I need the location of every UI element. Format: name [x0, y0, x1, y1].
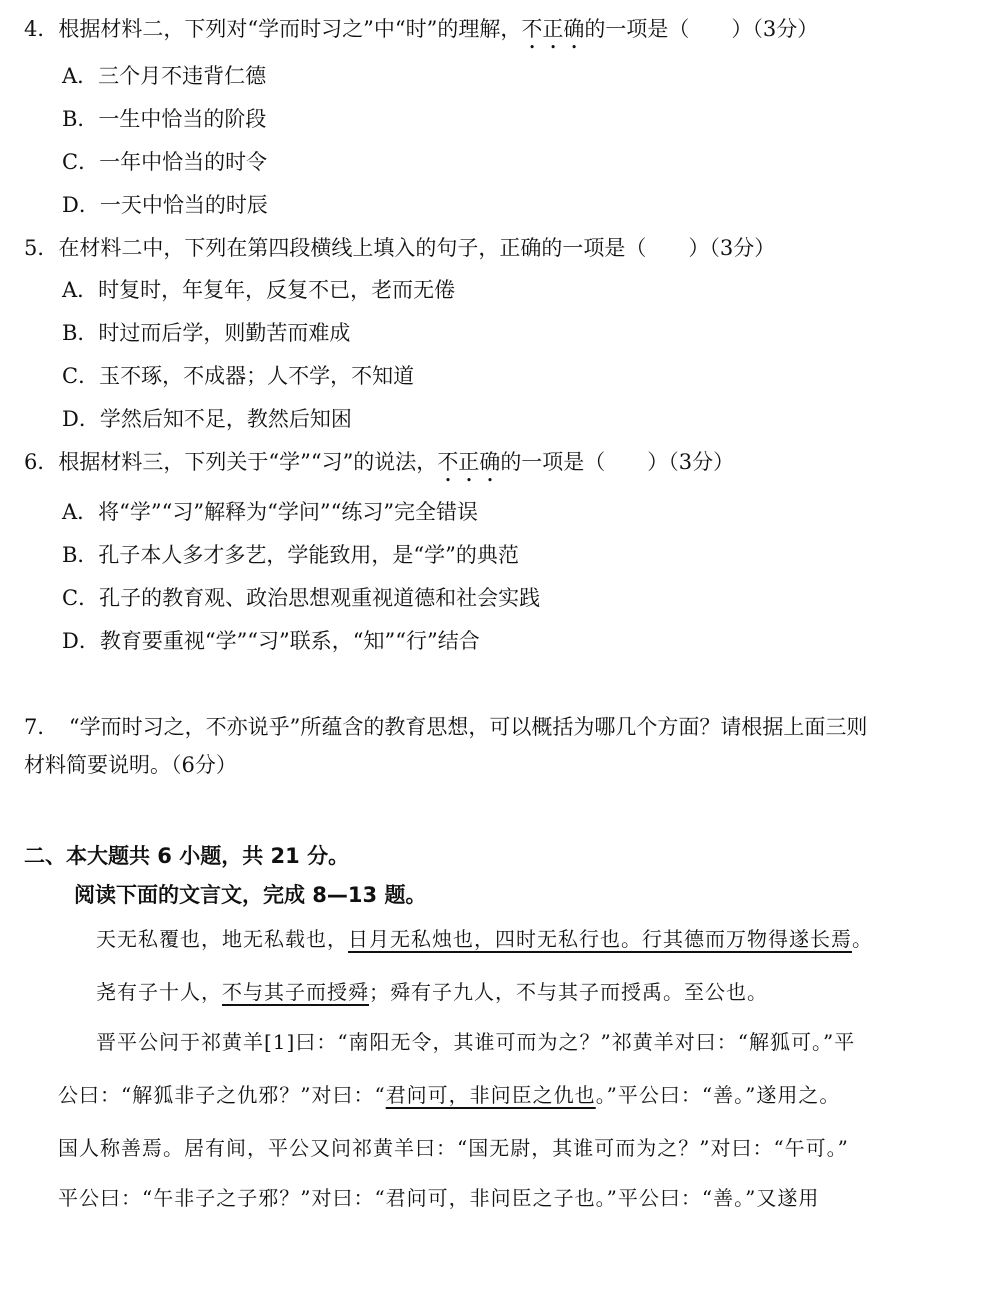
passage-p1-underlined: 日月无私烛也，四时无私行也。行其德而万物得遂长焉: [348, 927, 852, 951]
passage-p1-end: 。: [852, 927, 873, 951]
section-2-instruction: 阅读下面的文言文，完成 8—13 题。: [74, 883, 427, 907]
q4-option-b: B．一生中恰当的阶段: [62, 107, 267, 131]
question-6-emphasis: 不正确: [437, 450, 501, 474]
passage-p3-underlined: 君问可，非问臣之仇也: [385, 1083, 596, 1107]
question-4-stem: [24, 14, 818, 54]
passage-p3-line-4: 平公曰：“午非子之子邪？”对曰：“君问可，非问臣之子也。”平公曰：“善。”又遂用: [58, 1186, 820, 1210]
passage-p2-underlined: 不与其子而授舜: [222, 980, 369, 1004]
q6-option-d: D．教育要重视“学”“习”联系，“知”“行”结合: [62, 629, 480, 653]
q6-option-a: A．将“学”“习”解释为“学问”“练习”完全错误: [62, 500, 479, 524]
q4-option-a: A．三个月不违背仁德: [62, 64, 267, 88]
passage-p1-text: 天无私覆也，地无私载也，: [96, 927, 348, 951]
passage-p3-l2-text: 公曰：“解狐非子之仇邪？”对曰：“: [58, 1083, 386, 1107]
question-4-emphasis: 不正确: [521, 17, 585, 41]
passage-p3-line-3: 国人称善焉。居有间，平公又问祁黄羊曰：“国无尉，其谁可而为之？”对曰：“午可。”: [58, 1136, 849, 1160]
section-2-heading: 二、本大题共 6 小题，共 21 分。: [24, 844, 350, 868]
passage-p3-l2-end: 。”平公曰：“善。”遂用之。: [595, 1083, 841, 1107]
passage-paragraph-1: [96, 924, 873, 954]
question-7-line-1: 7． “学而时习之，不亦说乎”所蕴含的教育思想，可以概括为哪几个方面？请根据上面三则: [24, 715, 868, 739]
question-6-stem-post: 的一项是（ ）（3分）: [500, 450, 735, 474]
q4-option-c: C．一年中恰当的时令: [62, 150, 268, 174]
question-5-stem: 5．在材料二中，下列在第四段横线上填入的句子，正确的一项是（ ）（3分）: [24, 236, 776, 260]
q6-option-c: C．孔子的教育观、政治思想观重视道德和社会实践: [62, 586, 541, 610]
passage-p3-line-2: [58, 1080, 840, 1110]
q5-option-a: A．时复时，年复年，反复不已，老而无倦: [62, 278, 456, 302]
passage-paragraph-2: [96, 977, 768, 1007]
passage-p2-text: 尧有子十人，: [96, 980, 222, 1004]
passage-p2-end: ；舜有子九人，不与其子而授禹。至公也。: [369, 980, 768, 1004]
q5-option-c: C．玉不琢，不成器；人不学，不知道: [62, 364, 415, 388]
question-6-stem: [24, 447, 734, 487]
question-4-stem-pre: 根据材料二，下列对“学而时习之”中“时”的理解，: [58, 17, 522, 41]
q4-option-d: D．一天中恰当的时辰: [62, 193, 268, 217]
question-7-line-2: 材料简要说明。（6分）: [24, 753, 237, 777]
q5-option-b: B．时过而后学，则勤苦而难成: [62, 321, 351, 345]
question-6-stem-pre: 6．根据材料三，下列关于“学”“习”的说法，: [24, 450, 438, 474]
q5-option-d: D．学然后知不足，教然后知困: [62, 407, 352, 431]
question-4-number: 4．: [24, 17, 59, 41]
question-4-stem-post: 的一项是（ ）（3分）: [584, 17, 819, 41]
q6-option-b: B．孔子本人多才多艺，学能致用，是“学”的典范: [62, 543, 519, 567]
passage-p3-line-1: 晋平公问于祁黄羊[1]曰：“南阳无令，其谁可而为之？”祁黄羊对曰：“解狐可。”平: [96, 1030, 856, 1054]
